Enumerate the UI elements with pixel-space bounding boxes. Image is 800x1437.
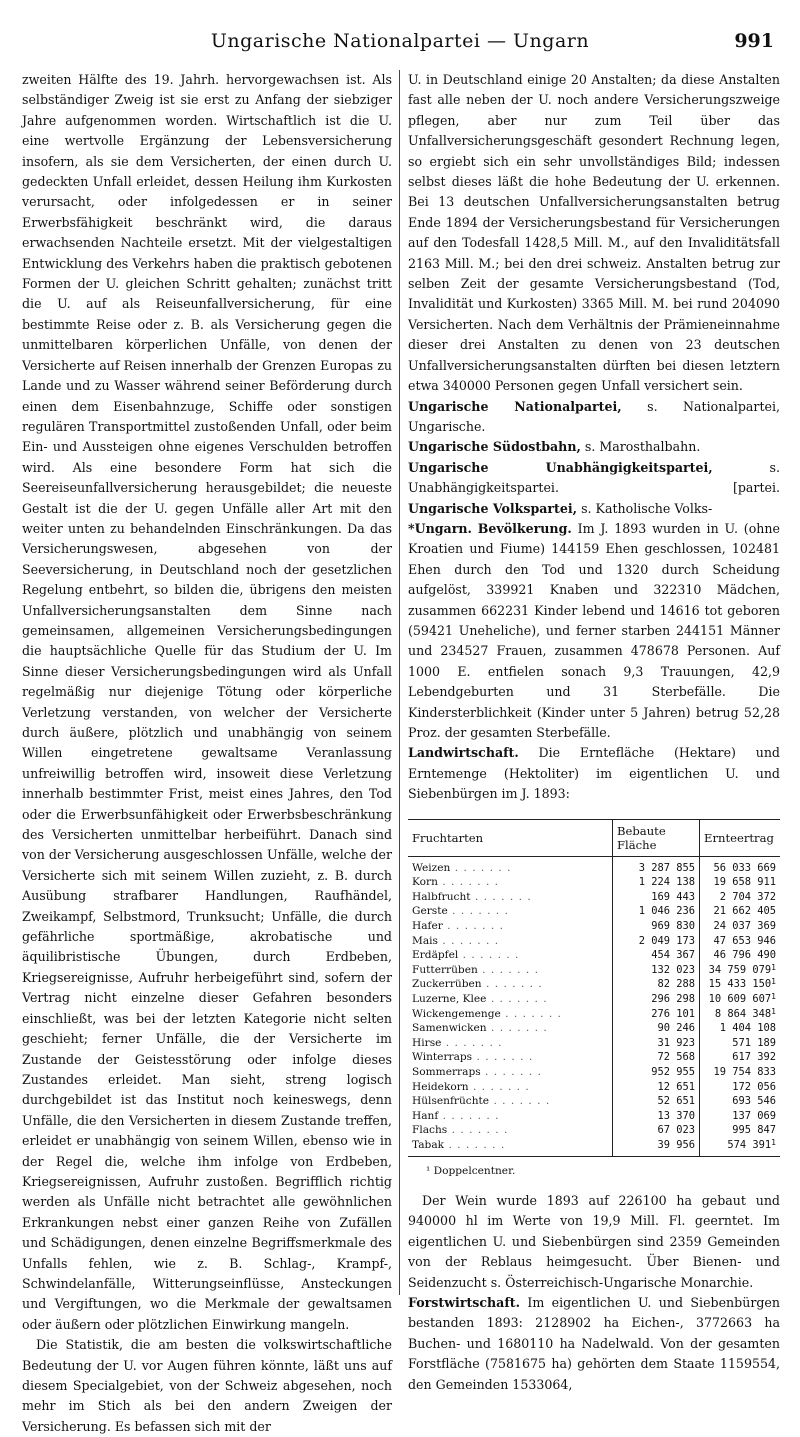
yield-cell xyxy=(700,904,781,919)
hanging-word: [partei. xyxy=(732,480,780,496)
crop-name: Zuckerrüben xyxy=(412,978,482,991)
crop-name: Hafer xyxy=(412,920,443,932)
crop-name-cell xyxy=(408,904,613,919)
yield-value: 2 704 372 xyxy=(719,890,776,903)
crop-name-cell xyxy=(408,948,613,963)
crop-name-cell xyxy=(408,977,613,992)
leader-dots: . . . . . . . xyxy=(470,890,532,903)
crop-name-cell xyxy=(408,963,613,978)
area-cell: 454 367 xyxy=(613,948,700,963)
crop-name-cell xyxy=(408,1065,613,1080)
crop-name: Flachs xyxy=(412,1124,448,1137)
page-number: 991 xyxy=(734,30,774,52)
headword: Ungarische Südostbahn, xyxy=(408,439,581,455)
area-cell: 31 923 xyxy=(613,1036,700,1051)
leader-dots: . . . . . . . xyxy=(480,1065,542,1078)
leader-dots: . . . . . . . xyxy=(438,934,500,947)
crop-name: Samenwicken xyxy=(412,1022,487,1035)
table-row xyxy=(408,992,780,1007)
yield-cell xyxy=(700,992,781,1007)
table-row xyxy=(408,1050,780,1065)
crop-name-cell xyxy=(408,1007,613,1022)
yield-cell xyxy=(700,1036,781,1051)
crop-table xyxy=(408,819,780,1157)
area-cell: 2 049 173 xyxy=(613,934,700,949)
cross-reference: s. Unabhängigkeitspartei. xyxy=(408,459,780,496)
crop-name: Gerste xyxy=(412,905,448,918)
yield-value: 10 609 607 xyxy=(708,992,772,1005)
entry-suedostbahn xyxy=(408,437,780,457)
leader-dots: . . . . . . . xyxy=(447,1124,509,1137)
entry-unabhaengigkeitspartei xyxy=(408,458,780,499)
area-cell: 72 568 xyxy=(613,1050,700,1065)
leader-dots: . . . . . . . xyxy=(447,905,509,918)
table-row xyxy=(408,919,780,934)
yield-value: 571 189 xyxy=(732,1036,776,1049)
table-row xyxy=(408,875,780,890)
leader-dots: . . . . . . . xyxy=(489,1095,551,1108)
crop-name-cell xyxy=(408,875,613,890)
landwirtschaft-paragraph xyxy=(408,743,780,804)
subheading-bevoelkerung: Bevölkerung. xyxy=(477,520,572,536)
footnote-marker: 1 xyxy=(771,977,776,987)
column-header-crop: Fruchtarten xyxy=(408,819,613,856)
crop-name-cell xyxy=(408,1050,613,1065)
unfallversicherung-text: zweiten Hälfte des 19. Jahrh. hervorgewachsen ist. Als selbständiger Zweig ist sie erst zu Anfang der siebziger Jahre aufgenommen worden. Wirtschaftlich ist die U. eine wertvolle Ergänzung der Lebensversicherung insofern, als sie dem Versicherten, der einen durch U. gedeckten Unfall erleidet, dessen Heilung ihm Kurkosten verursacht, oder infolgedessen er in seiner Erwerbsfähigkeit beschränkt wird, die daraus erwachsenden Nachteile ersetzt. Mit der vielgestaltigen Entwicklung des Verkehrs haben die praktisch gebotenen Formen der U. gleichen Schritt gehalten; zunächst tritt die U. auf als Reiseunfallversicherung, für eine bestimmte Reise oder z. B. als Versicherung gegen die unmittelbaren körperlichen Unfälle, von denen der Versicherte auf Reisen innerhalb der Grenzen Europas zu Lande und zu Wasser während seiner Beförderung durch einen dem Eisenbahnzuge, Schiffe oder sonstigen regulären Transportmittel zustoßenden Unfall, oder beim Ein- und Aussteigen ohne eigenes Verschulden betroffen wird. Als eine besondere Form hat sich die Seereiseunfallversicherung herausgebildet; die neueste Gestalt ist die der U. gegen Unfälle aller Art mit den weiter unten zu behandelnden Einschränkungen. Da das Versicherungswesen, abgesehen von der Seeversicherung, in Deutschland noch der gesetzlichen Regelung entbehrt, so bilden die, übrigens den meisten Unfallversicherungsanstalten dem Sinne nach gemeinsamen, allgemeinen Versicherungsbedingungen die hauptsächliche Quelle für das Studium der U. Im Sinne dieser Versicherungsbedingungen wird als Unfall regelmäßig nur diejenige Tötung oder körperliche Verletzung verstanden, von welcher der Versicherte durch äußere, plötzlich und unabhängig von seinem Willen eingetretene gewaltsame Veranlassung unfreiwillig betroffen wird, insoweit diese Verletzung innerhalb bestimmter Frist, meist eines Jahres, den Tod oder die Erwerbsunfähigkeit oder Erwerbsbeschränkung des Versicherten unmittelbar herbeiführt. Danach sind von der Versicherung ausgeschlossen Unfälle, welche der Versicherte sich mit seinem Willen zuzieht, z. B. durch Ausübung strafbarer Handlungen, Raufhändel, Zweikampf, Selbstmord, Trunksucht; Unfälle, die durch gefährliche sportmäßige, akrobatische und äquilibristische Übungen, durch Erdbeben, Kriegsereignisse, Aufruhr herbeigeführt sind, sofern der Vertrag nicht einzelne dieser Gefahren besonders einschließt, was bei der letzten Kategorie nicht selten geschieht; ferner Unfälle, die der Versicherte im Zustande der Geistesstörung oder infolge dieses Zustandes erleidet. Man sieht, streng logisch durchgebildet ist das Institut noch keineswegs, denn Unfälle, die den Versicherten in diesem Zustande treffen, erleidet er unabhängig von seinem Willen, ebenso wie in der Regel die, welche ihm infolge von Erdbeben, Kriegsereignissen, Aufruhr zustoßen. Begrifflich richtig werden als Unfälle nicht betrachtet alle gewöhnlichen Erkrankungen nebst einer ganzen Reihe von Zufällen und Schädigungen, denen einzelne Begriffsmerkmale des Unfalls fehlen, wie z. B. Schlag-, Krampf-, Schwindelanfälle, Witterungseinflüsse, Ansteckungen und Vergiftungen, wo die Merkmale der gewaltsamen oder äußern oder plötzlichen Einwirkung mangeln. xyxy=(22,72,392,1332)
crop-name-cell xyxy=(408,1036,613,1051)
yield-value: 19 754 833 xyxy=(713,1065,776,1078)
table-row xyxy=(408,963,780,978)
cross-reference: s. Katholische Volks- xyxy=(581,500,713,516)
yield-value: 1 404 108 xyxy=(719,1022,776,1035)
area-cell: 12 651 xyxy=(613,1080,700,1095)
table-row xyxy=(408,1065,780,1080)
table-row xyxy=(408,904,780,919)
yield-cell xyxy=(700,977,781,992)
leader-dots: . . . . . . . xyxy=(437,876,500,889)
yield-cell xyxy=(700,1109,781,1124)
crop-name: Hülsenfrüchte xyxy=(412,1095,490,1108)
yield-value: 15 433 150 xyxy=(708,978,772,991)
footnote-marker: 1 xyxy=(771,1006,776,1016)
yield-cell xyxy=(700,919,781,934)
column-divider xyxy=(399,70,400,1295)
footnote-marker: 1 xyxy=(771,1137,776,1147)
yield-value: 21 662 405 xyxy=(713,905,776,918)
yield-cell xyxy=(700,890,781,905)
area-cell: 90 246 xyxy=(613,1021,700,1036)
table-row xyxy=(408,1094,780,1109)
table-row xyxy=(408,856,780,875)
crop-name: Erdäpfel xyxy=(412,949,459,962)
crop-name: Sommerraps xyxy=(412,1065,481,1078)
table-row xyxy=(408,1036,780,1051)
crop-name-cell xyxy=(408,1109,613,1124)
running-title: Ungarische Nationalpartei — Ungarn xyxy=(210,30,590,52)
area-cell: 82 288 xyxy=(613,977,700,992)
area-cell: 39 956 xyxy=(613,1138,700,1156)
yield-value: 617 392 xyxy=(732,1051,776,1064)
yield-cell xyxy=(700,1050,781,1065)
area-cell: 1 046 236 xyxy=(613,904,700,919)
yield-cell xyxy=(700,934,781,949)
leader-dots: . . . . . . . xyxy=(500,1007,562,1020)
crop-name: Wickengemenge xyxy=(412,1007,501,1020)
yield-value: 56 033 669 xyxy=(713,861,776,874)
entry-volkspartei xyxy=(408,499,780,519)
leader-dots: . . . . . . . xyxy=(477,963,539,976)
area-cell: 52 651 xyxy=(613,1094,700,1109)
right-column xyxy=(408,70,780,1395)
landwirtschaft-text: Die Erntefläche (Hektare) und Erntemenge (Hektoliter) im eigentlichen U. und Siebenbürgen im J. 1893: xyxy=(408,745,780,802)
entry-nationalpartei xyxy=(408,397,780,438)
yield-cell xyxy=(700,1021,781,1036)
area-cell: 67 023 xyxy=(613,1123,700,1138)
left-column xyxy=(22,70,392,1437)
table-row xyxy=(408,1080,780,1095)
yield-value: 34 759 079 xyxy=(708,963,772,976)
statistik-paragraph: Die Statistik, die am besten die volkswirtschaftliche Bedeutung der U. vor Augen führen könnte, läßt uns auf diesem Specialgebiet, von der Schweiz abgesehen, noch mehr im Stich als bei den andern Zweigen der Versicherung. Es befassen sich mit der xyxy=(22,1337,392,1434)
leader-dots: . . . . . . . xyxy=(481,978,543,991)
headword: Ungarische Volkspartei, xyxy=(408,500,578,516)
yield-value: 137 069 xyxy=(732,1109,776,1122)
table-row xyxy=(408,934,780,949)
yield-value: 693 546 xyxy=(732,1095,776,1108)
crop-name: Hanf xyxy=(412,1109,439,1122)
yield-value: 8 864 348 xyxy=(714,1007,772,1020)
yield-cell xyxy=(700,1138,781,1156)
crop-name: Winterraps xyxy=(412,1051,473,1064)
crop-name-cell xyxy=(408,1138,613,1156)
yield-cell xyxy=(700,1007,781,1022)
table-row xyxy=(408,890,780,905)
crop-name-cell xyxy=(408,856,613,875)
area-cell: 1 224 138 xyxy=(613,875,700,890)
table-row xyxy=(408,1138,780,1156)
area-cell: 3 287 855 xyxy=(613,856,700,875)
yield-cell xyxy=(700,948,781,963)
yield-value: 574 391 xyxy=(727,1138,772,1151)
footnote-marker: 1 xyxy=(771,962,776,972)
table-row xyxy=(408,1007,780,1022)
crop-name: Halbfrucht xyxy=(412,890,471,903)
leader-dots: . . . . . . . xyxy=(468,1080,530,1093)
table-header-row xyxy=(408,819,780,856)
area-cell: 969 830 xyxy=(613,919,700,934)
entry-ungarn xyxy=(408,519,780,743)
headword: Ungarische Nationalpartei, xyxy=(408,398,622,414)
yield-value: 46 796 490 xyxy=(713,949,776,962)
crop-name-cell xyxy=(408,1094,613,1109)
table-row xyxy=(408,1021,780,1036)
area-cell: 13 370 xyxy=(613,1109,700,1124)
crop-name: Futterrüben xyxy=(412,963,478,976)
yield-cell xyxy=(700,1080,781,1095)
yield-cell xyxy=(700,1094,781,1109)
subheading-landwirtschaft: Landwirtschaft. xyxy=(408,745,519,761)
area-cell: 132 023 xyxy=(613,963,700,978)
crop-name-cell xyxy=(408,1080,613,1095)
bevoelkerung-text: Im J. 1893 wurden in U. (ohne Kroatien und Fiume) 144159 Ehen geschlossen, 102481 Ehen durch den Tod und 1320 durch Scheidung aufgelöst, 339921 Knaben und 322310 Mädchen, zusammen 662231 Kinder lebend und 14616 tot geboren (59421 Uneheliche), und ferner starben 244151 Männer und 234527 Frauen, zusammen 478678 Personen. Auf 1000 E. entfielen sonach 9,3 Trauungen, 42,9 Lebendgeburten und 31 Sterbefälle. Die Kindersterblichkeit (Kinder unter 5 Jahren) betrug 52,28 Proz. der gesamten Sterbefälle. xyxy=(408,520,780,740)
crop-name: Weizen xyxy=(412,861,451,874)
leader-dots: . . . . . . . xyxy=(486,1022,548,1035)
page-header xyxy=(22,30,778,64)
yield-value: 172 056 xyxy=(732,1080,776,1093)
leader-dots: . . . . . . . xyxy=(458,949,520,962)
column-header-yield: Ernteertrag xyxy=(700,819,781,856)
crop-name-cell xyxy=(408,890,613,905)
leader-dots: . . . . . . . xyxy=(442,920,504,932)
leader-dots: . . . . . . . xyxy=(472,1051,534,1064)
area-cell: 296 298 xyxy=(613,992,700,1007)
table-row xyxy=(408,1123,780,1138)
leader-dots: . . . . . . . xyxy=(486,992,548,1005)
yield-value: 24 037 369 xyxy=(713,920,776,932)
crop-name: Hirse xyxy=(412,1036,442,1049)
footnote-marker: 1 xyxy=(771,991,776,1001)
crop-name: Tabak xyxy=(412,1138,445,1151)
leader-dots: . . . . . . . xyxy=(444,1138,506,1151)
yield-cell xyxy=(700,1065,781,1080)
leader-dots: . . . . . . . xyxy=(438,1109,500,1122)
yield-cell xyxy=(700,875,781,890)
crop-name: Korn xyxy=(412,876,438,889)
yield-value: 47 653 946 xyxy=(713,934,776,947)
area-cell: 952 955 xyxy=(613,1065,700,1080)
table-row xyxy=(408,977,780,992)
area-cell: 276 101 xyxy=(613,1007,700,1022)
crop-name-cell xyxy=(408,919,613,934)
leader-dots: . . . . . . . xyxy=(441,1036,503,1049)
crop-name: Mais xyxy=(412,934,438,947)
crop-name-cell xyxy=(408,934,613,949)
table-footnote: ¹ Doppelcentner. xyxy=(426,1164,516,1177)
column-header-area: Bebaute Fläche xyxy=(613,819,700,856)
area-cell: 169 443 xyxy=(613,890,700,905)
cross-reference: s. Nationalpartei, Ungarische. xyxy=(408,398,780,434)
headword: *Ungarn. xyxy=(408,520,472,536)
yield-cell xyxy=(700,1123,781,1138)
yield-cell xyxy=(700,963,781,978)
forstwirtschaft-text: Im eigentlichen U. und Siebenbürgen bestanden 1893: 2128902 ha Eichen-, 3772663 ha Buchen- und 1680110 ha Nadelwald. Von der gesamten Forstfläche (7581675 ha) gehörten dem Staate 1159554, den Gemeinden 1533064, xyxy=(408,1294,780,1392)
yield-value: 19 658 911 xyxy=(713,876,776,889)
yield-cell xyxy=(700,856,781,875)
headword: Ungarische Unabhängigkeitspartei, xyxy=(408,459,713,475)
leader-dots: . . . . . . . xyxy=(450,861,512,874)
crop-name-cell xyxy=(408,1021,613,1036)
crop-name-cell xyxy=(408,1123,613,1138)
subheading-forstwirtschaft: Forstwirtschaft. xyxy=(408,1294,520,1310)
table-row xyxy=(408,1109,780,1124)
table-row xyxy=(408,948,780,963)
wein-paragraph: Der Wein wurde 1893 auf 226100 ha gebaut und 940000 hl im Werte von 19,9 Mill. Fl. geerntet. Im eigentlichen U. und Siebenbürgen sind 2359 Gemeinden von der Reblaus heimgesucht. Über Bienen- und Seidenzucht s. Österreichisch-Ungarische Monarchie. xyxy=(408,1192,780,1290)
unfallversicherung-continuation: U. in Deutschland einige 20 Anstalten; da diese Anstalten fast alle neben der U. noch andere Versicherungszweige pflegen, aber nur zum Teil über das Unfallversicherungsgeschäft gesondert Rechnung legen, so ergiebt sich ein sehr unvollständiges Bild; indessen selbst dieses läßt die hohe Bedeutung der U. erkennen. Bei 13 deutschen Unfallversicherungsanstalten betrug Ende 1894 der Versicherungsbestand für Versicherungen auf den Todesfall 1428,5 Mill. M., auf den Invaliditätsfall 2163 Mill. M.; bei den drei schweiz. Anstalten betrug zur selben Zeit der gesamte Versicherungsbestand (Tod, Invalidität und Kurkosten) 3365 Mill. M. bei rund 204090 Versicherten. Nach dem Verhältnis der Prämieneinnahme dieser drei Anstalten zu denen von 23 deutschen Unfallversicherungsanstalten dürften bei diesen letztern etwa 340000 Personen gegen Unfall versichert sein. xyxy=(408,72,780,394)
forstwirtschaft-paragraph xyxy=(408,1293,780,1395)
crop-name: Luzerne, Klee xyxy=(412,992,487,1005)
table-body xyxy=(408,856,780,1156)
crop-name-cell xyxy=(408,992,613,1007)
cross-reference: s. Marosthalbahn. xyxy=(584,439,701,455)
yield-value: 995 847 xyxy=(732,1124,776,1137)
crop-name: Heidekorn xyxy=(412,1080,469,1093)
